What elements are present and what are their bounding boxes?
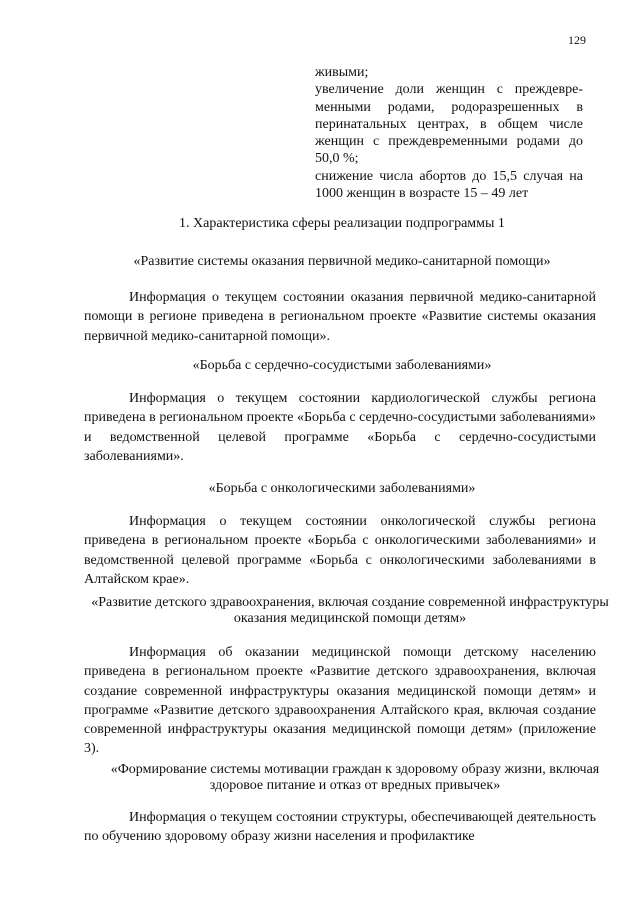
paragraph-child-health: Информация об оказании медицинской помощи детскому населению приведена в региональном проекте «Развитие детского здравоохранения, включая создание современной инфраструктуры оказания медицинской помощи детям» и программе «Развитие детского здравоохранения Алтайского края, включая создание современной инфраструктуры оказания медицинской помощи детям» (приложение 3). xyxy=(84,645,596,757)
section-title: 1. Характеристика сферы реализации подпрограммы 1 xyxy=(179,216,505,231)
intro-list xyxy=(315,64,583,202)
paragraph-primary-care: Информация о текущем состоянии оказания первичной медико-санитарной помощи в регионе приведена в региональном проекте «Развитие системы оказания первичной медико-санитарной помощи». xyxy=(84,290,596,344)
heading-cardio: «Борьба с сердечно-сосудистыми заболеваниями» xyxy=(192,358,492,373)
heading-oncology: «Борьба с онкологическими заболеваниями» xyxy=(208,481,476,496)
paragraph-oncology: Информация о текущем состоянии онкологической службы региона приведена в региональном проекте «Борьба с онкологическими заболеваниями» и ведомственной целевой программе «Борьба с онкологическими заболеваниями в Алтайском крае». xyxy=(84,514,596,587)
list-item: живыми; xyxy=(315,65,369,80)
heading-healthy-lifestyle: «Формирование системы мотивации граждан к здоровому образу жизни, включая здоровое питание и отказ от вредных привычек» xyxy=(110,762,600,793)
list-item: увеличение доли женщин с преждевре-менными родами, родоразрешенных в перинатальных центрах, в общем числе женщин с преждевременными родами до 50,0 %; xyxy=(315,82,583,167)
page-number: 129 xyxy=(568,33,586,47)
paragraph-healthy-lifestyle: Информация о текущем состоянии структуры, обеспечивающей деятельность по обучению здоровому образу жизни населения и профилактике xyxy=(84,810,596,845)
heading-child-health: «Развитие детского здравоохранения, включая создание современной инфраструктуры оказания медицинской помощи детям» xyxy=(91,595,609,626)
paragraph-cardio: Информация о текущем состоянии кардиологической службы региона приведена в региональном проекте «Борьба с сердечно-сосудистыми заболеваниями» и ведомственной целевой программе «Борьба с сердечно-сосудистыми заболеваниями». xyxy=(84,391,596,464)
heading-primary-care: «Развитие системы оказания первичной медико-санитарной помощи» xyxy=(133,254,551,269)
list-item: снижение числа абортов до 15,5 случая на 1000 женщин в возрасте 15 – 49 лет xyxy=(315,168,583,202)
